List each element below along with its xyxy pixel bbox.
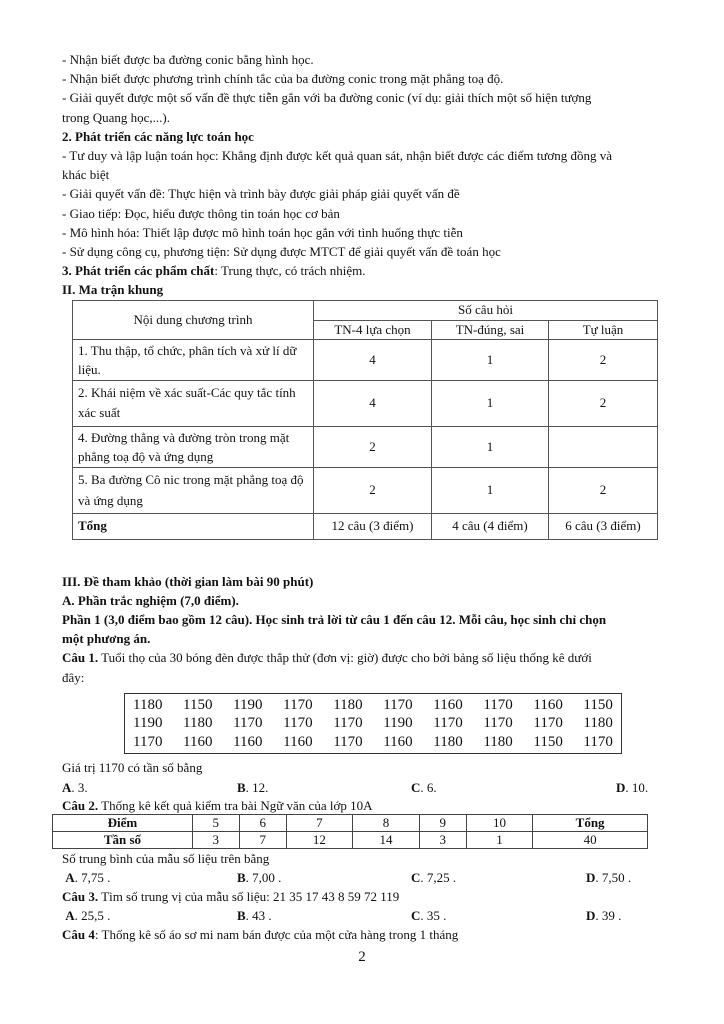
table-cell: Tần số <box>53 831 193 848</box>
answer-options <box>62 906 662 925</box>
option-value: . 7,75 . <box>74 869 111 885</box>
data-cell: 1170 <box>283 715 313 732</box>
row-tnds: 1 <box>432 467 549 513</box>
section-3-text: : Trung thực, có trách nhiệm. <box>214 263 366 279</box>
question-2-prompt: Số trung bình của mẫu số liệu trên bằng <box>62 850 270 866</box>
question-text: Tìm số trung vị của mẫu số liệu: 21 35 17 43 8 59 72 119 <box>98 888 400 904</box>
data-row <box>125 696 621 715</box>
data-cell: 1150 <box>533 733 563 750</box>
data-cell: 1180 <box>333 696 363 713</box>
data-cell: 1160 <box>433 696 463 713</box>
option-key: B <box>237 869 246 885</box>
option-value: . 25,5 . <box>74 907 111 923</box>
table-header-cell: 7 <box>286 814 353 831</box>
question-1-cont: đây: <box>62 669 85 685</box>
data-row <box>125 733 621 752</box>
intro-line: - Nhận biết được phương trình chính tắc của ba đường conic trong mặt phẳng toạ độ. <box>62 71 504 87</box>
part-1-instructions: một phương án. <box>62 631 151 647</box>
row-tl: 2 <box>549 380 658 426</box>
total-label: Tổng <box>73 513 314 539</box>
score-table <box>52 814 648 849</box>
option-d[interactable] <box>616 778 648 797</box>
table-header-cell: Điểm <box>53 814 193 831</box>
section-2-line: khác biệt <box>62 167 110 183</box>
option-value: . 35 . <box>420 907 447 923</box>
table-row <box>73 467 658 513</box>
question-3 <box>62 887 662 906</box>
intro-block <box>62 50 662 127</box>
section-2-line: - Giao tiếp: Đọc, hiểu được thông tin toán học cơ bản <box>62 205 340 221</box>
table-row-total <box>73 513 658 539</box>
option-value: . 12. <box>245 779 269 795</box>
question-2 <box>62 797 662 814</box>
data-cell: 1160 <box>283 733 313 750</box>
option-b[interactable] <box>237 868 411 887</box>
matrix-table <box>72 300 658 540</box>
option-key: C <box>411 779 421 795</box>
option-value: . 39 . <box>595 907 622 923</box>
data-cell: 1180 <box>133 696 163 713</box>
option-d[interactable] <box>586 906 621 925</box>
table-cell: 7 <box>239 831 286 848</box>
option-value: . 6. <box>420 779 437 795</box>
option-a[interactable] <box>62 868 237 887</box>
data-cell: 1170 <box>533 715 563 732</box>
row-tnds: 1 <box>432 380 549 426</box>
question-label: Câu 4 <box>62 926 95 942</box>
section-2-line: - Mô hình hóa: Thiết lập được mô hình toán học gắn với tình huống thực tiễn <box>62 224 463 240</box>
table-cell: 3 <box>192 831 239 848</box>
section-2-heading: 2. Phát triển các năng lực toán học <box>62 128 254 144</box>
col-tnds-header: TN-đúng, sai <box>432 320 549 339</box>
data-cell: 1170 <box>283 696 313 713</box>
option-value: . 7,50 . <box>595 869 632 885</box>
col-tl-header: Tự luận <box>549 320 658 339</box>
table-header-cell: 8 <box>353 814 420 831</box>
data-cell: 1160 <box>183 733 213 750</box>
row-tnds: 1 <box>432 426 549 467</box>
option-key: D <box>586 869 596 885</box>
total-tl: 6 câu (3 điểm) <box>549 513 658 539</box>
document-page <box>62 50 662 944</box>
option-b[interactable] <box>237 778 411 797</box>
question-text: Tuổi thọ của 30 bóng đèn được thắp thử (đơn vị: giờ) được cho bởi bảng số liệu thống kê dưới <box>98 650 592 666</box>
question-text: Thống kê kết quả kiểm tra bài Ngữ văn của lớp 10A <box>98 797 373 813</box>
option-key: C <box>411 869 421 885</box>
answer-options <box>62 868 662 887</box>
option-c[interactable] <box>411 868 586 887</box>
option-key: B <box>237 907 246 923</box>
row-name: 1. Thu thập, tổ chức, phân tích và xử lí dữ liệu. <box>73 339 314 380</box>
table-row <box>53 814 648 831</box>
data-cell: 1170 <box>483 696 513 713</box>
table-header-cell: 9 <box>419 814 466 831</box>
data-cell: 1170 <box>133 733 163 750</box>
data-cell: 1170 <box>483 715 513 732</box>
table-cell: 40 <box>533 831 648 848</box>
row-tn4: 2 <box>314 467 432 513</box>
option-key: D <box>586 907 596 923</box>
option-key: C <box>411 907 421 923</box>
option-c[interactable] <box>411 778 616 797</box>
data-cell: 1170 <box>333 733 363 750</box>
option-key: A <box>62 779 72 795</box>
data-cell: 1180 <box>433 733 463 750</box>
data-row <box>125 714 621 733</box>
total-tnds: 4 câu (4 điểm) <box>432 513 549 539</box>
table-cell: 1 <box>466 831 533 848</box>
data-cell: 1170 <box>383 696 413 713</box>
section-3 <box>62 261 662 280</box>
table-cell: 14 <box>353 831 420 848</box>
table-header-cell: Tổng <box>533 814 648 831</box>
option-value: . 7,00 . <box>245 869 282 885</box>
section-2-line: - Giải quyết vấn đề: Thực hiện và trình bày được giải pháp giải quyết vấn đề <box>62 186 460 202</box>
intro-line: - Nhận biết được ba đường conic bằng hình học. <box>62 52 314 67</box>
data-cell: 1180 <box>583 715 613 732</box>
part-a-heading: A. Phần trắc nghiệm (7,0 điểm). <box>62 592 239 608</box>
data-cell: 1160 <box>533 696 563 713</box>
lifetime-data-table <box>124 693 622 755</box>
table-header-cell: 5 <box>192 814 239 831</box>
data-cell: 1150 <box>183 696 213 713</box>
row-tn4: 4 <box>314 339 432 380</box>
col-tn4-header: TN-4 lựa chọn <box>314 320 432 339</box>
answer-options <box>62 778 662 797</box>
option-d[interactable] <box>586 868 631 887</box>
table-row <box>53 831 648 848</box>
section-iii-heading: III. Đề tham khảo (thời gian làm bài 90 phút) <box>62 573 314 589</box>
row-tl: 2 <box>549 339 658 380</box>
question-label: Câu 3. <box>62 888 99 904</box>
option-value: . 43 . <box>245 907 272 923</box>
option-key: A <box>65 869 75 885</box>
question-label: Câu 1. <box>62 650 99 666</box>
table-row <box>73 426 658 467</box>
table-cell: 12 <box>286 831 353 848</box>
section-2-line: - Tư duy và lập luận toán học: Khẳng định được kết quả quan sát, nhận biết được các điểm tương đồng và <box>62 148 613 164</box>
row-tl <box>549 426 658 467</box>
option-value: . 3. <box>71 779 88 795</box>
row-tl: 2 <box>549 467 658 513</box>
row-name: 2. Khái niệm về xác suất-Các quy tắc tính xác suất <box>73 380 314 426</box>
table-cell: 3 <box>419 831 466 848</box>
data-cell: 1170 <box>233 715 263 732</box>
matrix-heading: II. Ma trận khung <box>62 282 164 298</box>
section-3-heading: 3. Phát triển các phẩm chất <box>62 263 215 279</box>
data-cell: 1170 <box>583 733 613 750</box>
table-row <box>73 339 658 380</box>
data-cell: 1170 <box>433 715 463 732</box>
intro-line: - Giải quyết được một số vấn đề thực tiễn gắn với ba đường conic (ví dụ: giải thích một số hiện tượng <box>62 90 592 106</box>
data-cell: 1190 <box>233 696 263 713</box>
data-cell: 1150 <box>583 696 613 713</box>
question-4 <box>62 925 662 944</box>
data-cell: 1160 <box>233 733 263 750</box>
option-value: . 7,25 . <box>420 869 457 885</box>
col-group-header: Số câu hỏi <box>314 300 658 320</box>
row-name: 5. Ba đường Cô nic trong mặt phẳng toạ độ và ứng dụng <box>73 467 314 513</box>
question-1-prompt: Giá trị 1170 có tần số bằng <box>62 760 203 776</box>
question-label: Câu 2. <box>62 797 99 813</box>
row-name: 4. Đường thẳng và đường tròn trong mặt phẳng toạ độ và ứng dụng <box>73 426 314 467</box>
table-row <box>73 380 658 426</box>
option-key: B <box>237 779 246 795</box>
data-cell: 1180 <box>183 715 213 732</box>
option-c[interactable] <box>411 906 586 925</box>
data-cell: 1180 <box>483 733 513 750</box>
data-cell: 1170 <box>333 715 363 732</box>
table-header-cell: 6 <box>239 814 286 831</box>
part-1-instructions: Phần 1 (3,0 điểm bao gồm 12 câu). Học sinh trả lời từ câu 1 đến câu 12. Mỗi câu, học sinh chỉ chọn <box>62 612 607 628</box>
section-2-line: - Sử dụng công cụ, phương tiện: Sử dụng được MTCT để giải quyết vấn đề toán học <box>62 244 501 260</box>
row-tn4: 2 <box>314 426 432 467</box>
option-key: D <box>616 779 626 795</box>
page-number: 2 <box>358 949 366 965</box>
question-text: : Thống kê số áo sơ mi nam bán được của một cửa hàng trong 1 tháng <box>94 926 459 942</box>
question-1 <box>62 648 662 667</box>
option-value: . 10. <box>625 779 649 795</box>
data-cell: 1190 <box>133 715 163 732</box>
col-content-header: Nội dung chương trình <box>73 300 314 339</box>
data-cell: 1190 <box>383 715 413 732</box>
intro-line: trong Quang học,...). <box>62 109 170 125</box>
option-a[interactable] <box>62 778 237 797</box>
row-tnds: 1 <box>432 339 549 380</box>
option-b[interactable] <box>237 906 411 925</box>
option-key: A <box>65 907 75 923</box>
option-a[interactable] <box>62 906 237 925</box>
total-tn4: 12 câu (3 điểm) <box>314 513 432 539</box>
table-header-cell: 10 <box>466 814 533 831</box>
row-tn4: 4 <box>314 380 432 426</box>
data-cell: 1160 <box>383 733 413 750</box>
